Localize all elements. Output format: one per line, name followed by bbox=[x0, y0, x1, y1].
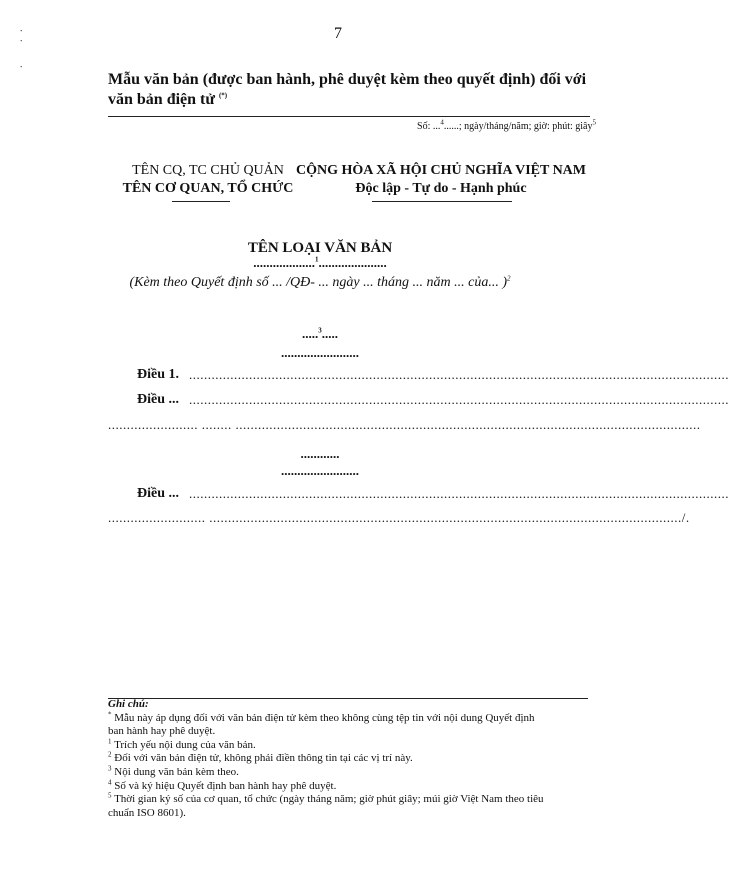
section-dots: ........................ bbox=[281, 345, 359, 360]
national-block bbox=[290, 162, 592, 198]
note-mark-star: (*) bbox=[218, 91, 228, 100]
article-label: Điều ... bbox=[137, 486, 179, 501]
section-heading: .....$^3$..... bbox=[302, 326, 338, 341]
national-motto: Độc lập - Tự do - Hạnh phúc bbox=[355, 181, 527, 196]
article-label: Điều ... bbox=[137, 392, 179, 407]
note-item: $^4$ Số và ký hiệu Quyết định ban hành hay phê duyệt. bbox=[108, 777, 337, 792]
summary-line: ...................$^1$..................... bbox=[253, 255, 387, 270]
final-line: .......................... ............................................................................................................................../. bbox=[108, 510, 690, 525]
section2-dots: ........................ bbox=[281, 463, 359, 478]
agency-name: TÊN CƠ QUAN, TỔ CHỨC bbox=[122, 181, 294, 196]
page-number: 7 bbox=[334, 25, 342, 42]
article-fill: ................................................................................................................................................ bbox=[189, 486, 729, 501]
article-row bbox=[137, 486, 729, 502]
article-label: Điều 1. bbox=[137, 367, 179, 382]
note-item: * Mẫu này áp dụng đối với văn bản điện tử kèm theo không cùng tệp tin với nội dung Quyết định bbox=[108, 709, 535, 724]
margin-mark: ∙ bbox=[20, 62, 23, 73]
number-date-line: Số: ...$^4$......; ngày/tháng/năm; giờ: phút: giây$^5$ bbox=[417, 118, 596, 132]
note-item: chuẩn ISO 8601). bbox=[108, 806, 186, 819]
margin-mark: ∙ bbox=[20, 36, 23, 47]
attached-decision-line: (Kèm theo Quyết định số ... /QĐ- ... ngày ... tháng ... năm ... của... )$^2$ bbox=[129, 274, 511, 290]
continuation-line: ........................ ........ ............................................................................................................................ bbox=[108, 417, 701, 432]
parent-agency-name: TÊN CQ, TC CHỦ QUẢN bbox=[132, 163, 284, 178]
article-row bbox=[137, 392, 729, 408]
note-item: $^5$ Thời gian ký số của cơ quan, tổ chức (ngày tháng năm; giờ phút giây; múi giờ Việt Nam theo tiêu bbox=[108, 791, 544, 806]
article-fill: ................................................................................................................................................ bbox=[189, 367, 729, 382]
note-item: $^3$ Nội dung văn bản kèm theo. bbox=[108, 764, 239, 778]
margin-mark: ∙ bbox=[20, 26, 23, 37]
template-heading-line1: Mẫu văn bản (được ban hành, phê duyệt kèm theo quyết định) đối với bbox=[108, 71, 587, 88]
motto-underline bbox=[372, 201, 512, 202]
note-item: $^1$ Trích yếu nội dung của văn bản. bbox=[108, 737, 256, 751]
article-fill: ................................................................................................................................................ bbox=[189, 392, 729, 407]
mid-dots: ............ bbox=[300, 446, 340, 461]
agency-block bbox=[98, 162, 318, 198]
national-title: CỘNG HÒA XÃ HỘI CHỦ NGHĨA VIỆT NAM bbox=[295, 163, 586, 178]
notes-block bbox=[108, 698, 598, 820]
heading-divider bbox=[108, 116, 590, 117]
note-item: ban hành hay phê duyệt. bbox=[108, 725, 216, 738]
template-heading-line2: văn bản điện tử (*) bbox=[108, 91, 228, 108]
document-type-title: TÊN LOẠI VĂN BẢN bbox=[247, 240, 393, 256]
agency-underline bbox=[172, 201, 230, 202]
template-heading bbox=[108, 71, 586, 109]
note-item: $^2$ Đối với văn bản điện tử, không phải điền thông tin tại các vị trí này. bbox=[108, 750, 413, 765]
notes-title: Ghi chú: bbox=[108, 698, 149, 710]
article-row bbox=[137, 367, 729, 383]
